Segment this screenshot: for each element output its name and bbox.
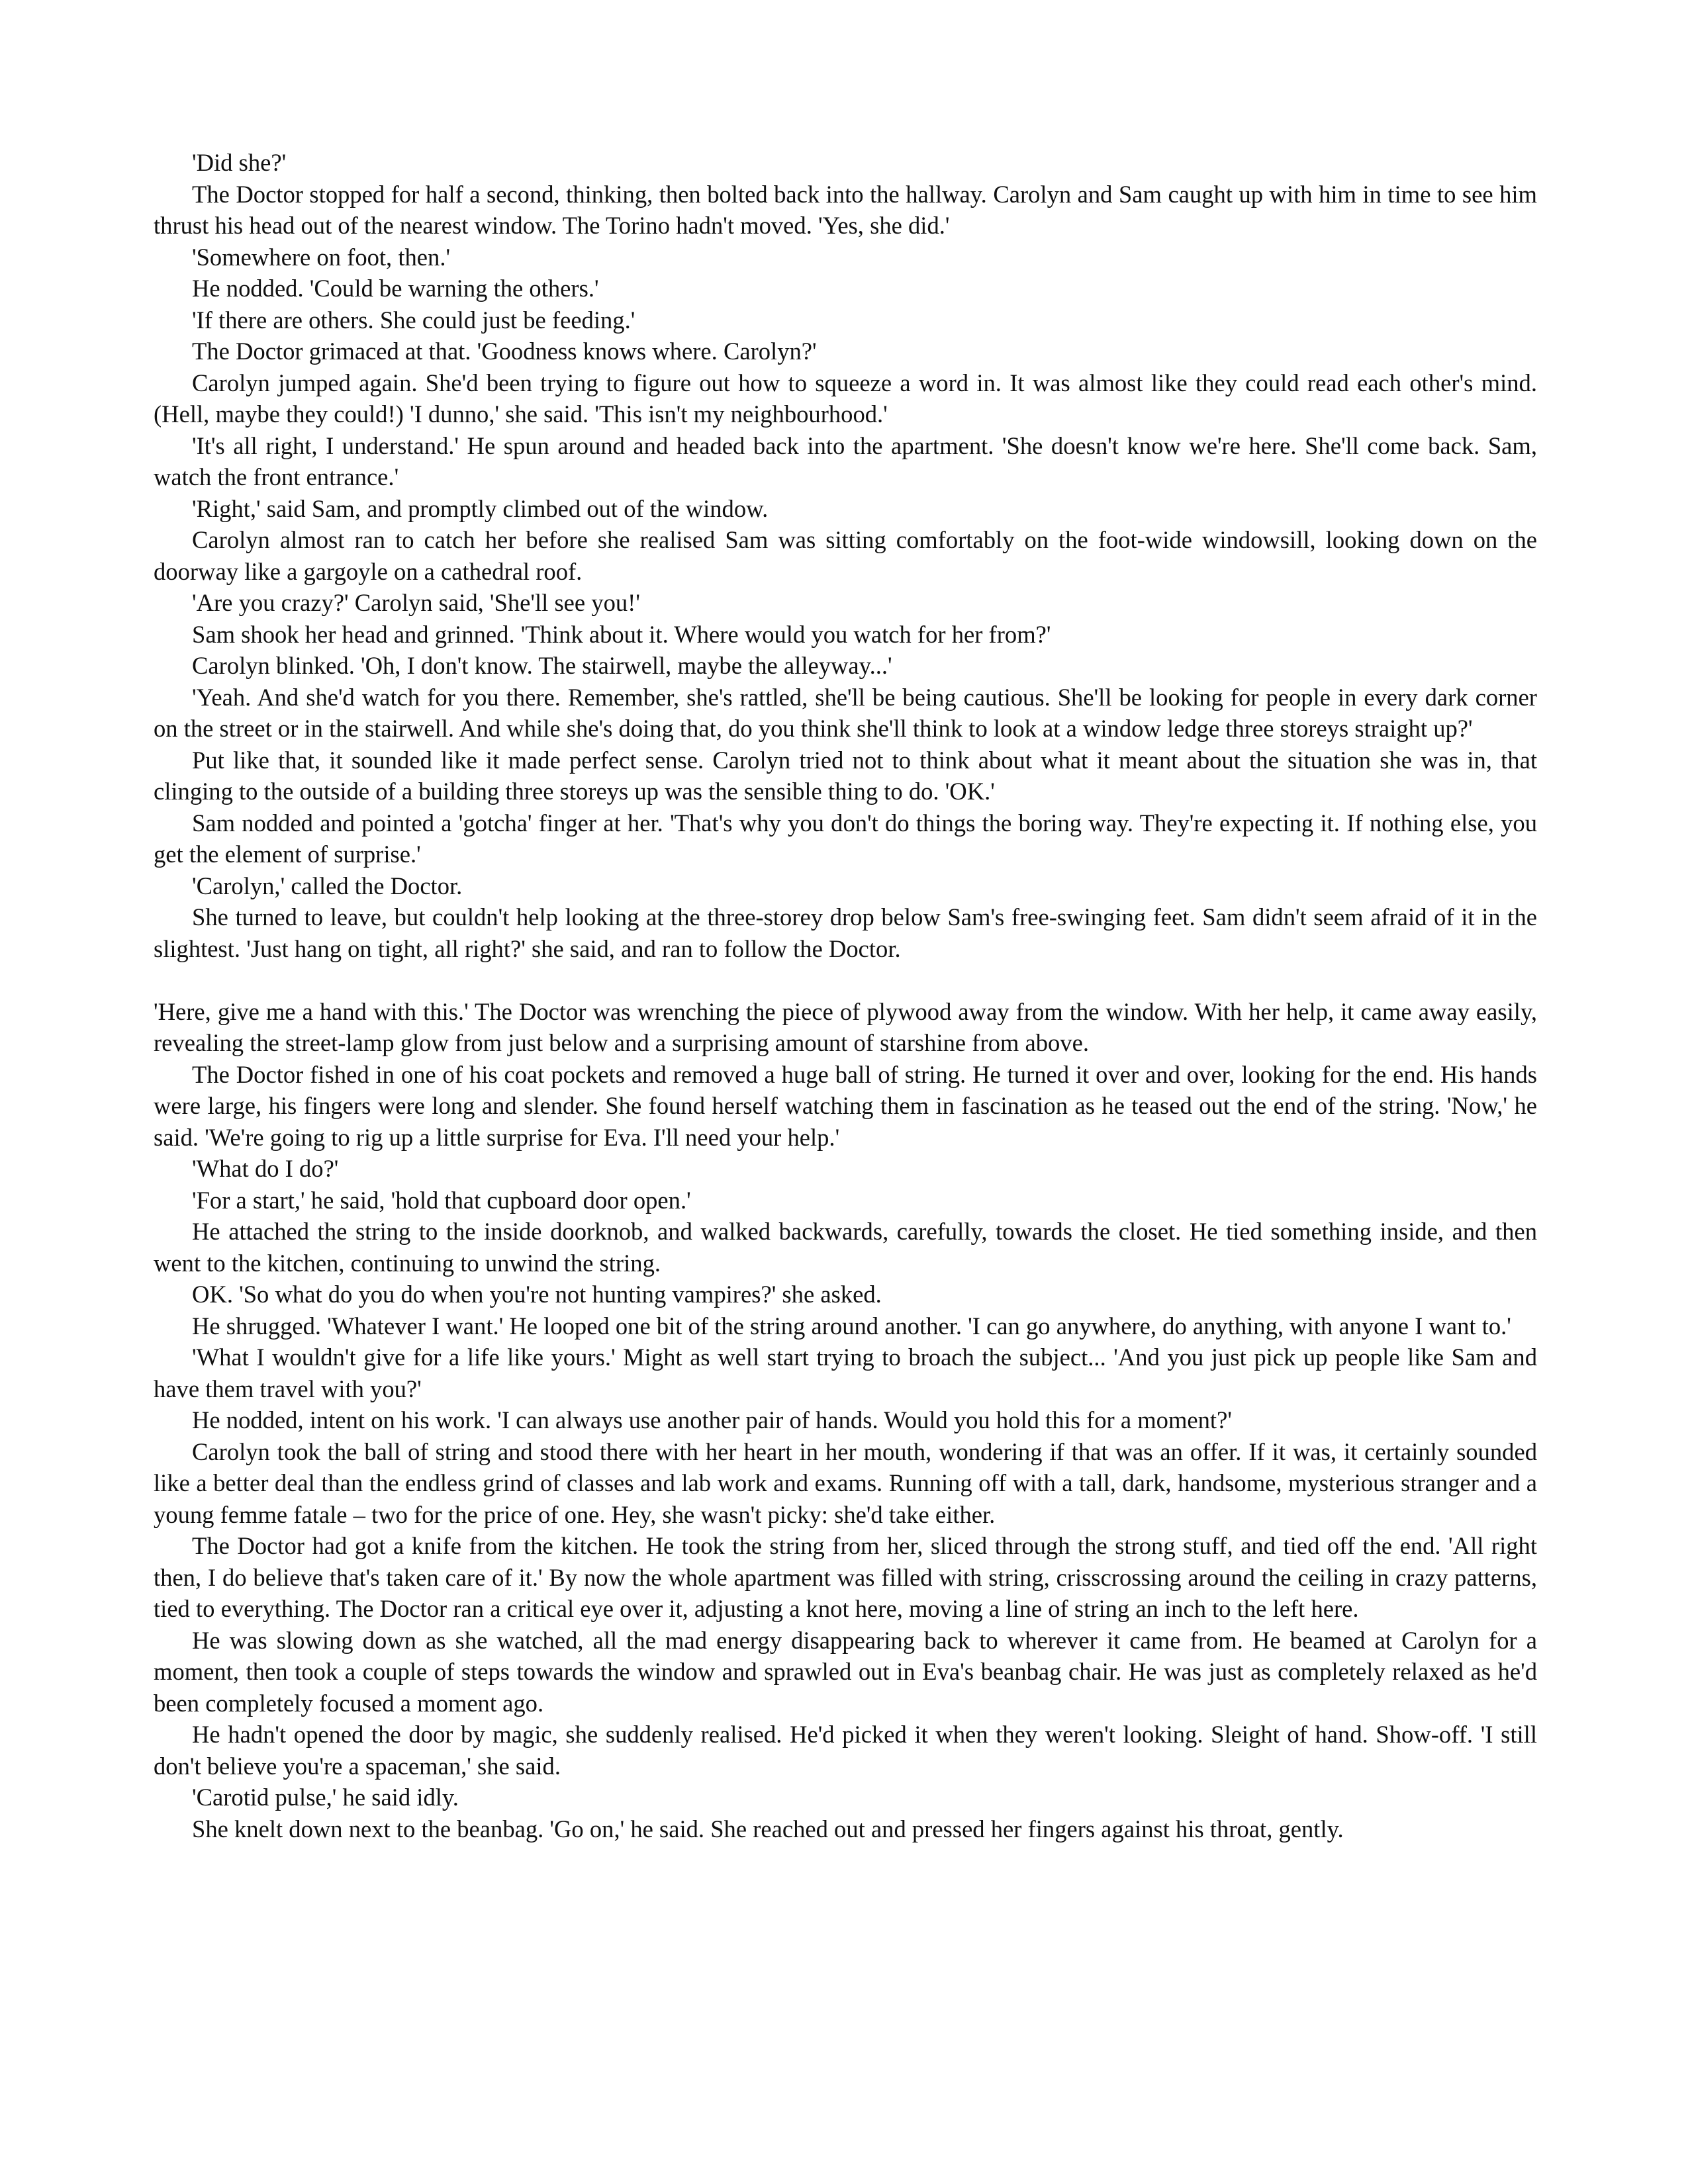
- paragraph: He shrugged. 'Whatever I want.' He looped one bit of the string around another. 'I can go anywhere, do anything, with anyone I want to.': [192, 1312, 1511, 1340]
- paragraph: The Doctor stopped for half a second, thinking, then bolted back into the hallway. Carolyn and Sam caught up with him in time to see him thrust his head out of the nearest window. The Torino hadn't moved. 'Yes, she did.': [154, 180, 1537, 239]
- paragraph: 'What do I do?': [192, 1155, 339, 1182]
- paragraph: Sam shook her head and grinned. 'Think about it. Where would you watch for her from?': [192, 620, 1051, 648]
- paragraph: Sam nodded and pointed a 'gotcha' finger at her. 'That's why you don't do things the boring way. They're expecting it. If nothing else, you get the element of surprise.': [154, 809, 1537, 868]
- paragraph: The Doctor fished in one of his coat pockets and removed a huge ball of string. He turned it over and over, looking for the end. His hands were large, his fingers were long and slender. She found herself watching them in fascination as he teased out the end of the string. 'Now,' he said. 'We're going to rig up a little surprise for Eva. I'll need your help.': [154, 1060, 1537, 1151]
- paragraph: He hadn't opened the door by magic, she suddenly realised. He'd picked it when they weren't looking. Sleight of hand. Show-off. 'I still don't believe you're a spaceman,' she said.: [154, 1721, 1537, 1780]
- page-body: [154, 147, 1537, 1844]
- paragraph: 'Did she?': [192, 149, 287, 176]
- paragraph: 'Carolyn,' called the Doctor.: [192, 872, 463, 899]
- paragraph: Put like that, it sounded like it made perfect sense. Carolyn tried not to think about what it meant about the situation she was in, that clinging to the outside of a building three storeys up was the sensible thing to do. 'OK.': [154, 746, 1537, 805]
- paragraph: Carolyn almost ran to catch her before she realised Sam was sitting comfortably on the foot-wide windowsill, looking down on the doorway like a gargoyle on a cathedral roof.: [154, 526, 1537, 585]
- paragraph: He attached the string to the inside doorknob, and walked backwards, carefully, towards the closet. He tied something inside, and then went to the kitchen, continuing to unwind the string.: [154, 1218, 1537, 1277]
- paragraph: She turned to leave, but couldn't help looking at the three-storey drop below Sam's free-swinging feet. Sam didn't seem afraid of it in the slightest. 'Just hang on tight, all right?' she said, and ran to follow the Doctor.: [154, 903, 1537, 962]
- paragraph: She knelt down next to the beanbag. 'Go on,' he said. She reached out and pressed her fingers against his throat, gently.: [192, 1815, 1344, 1843]
- paragraph: 'It's all right, I understand.' He spun around and headed back into the apartment. 'She doesn't know we're here. She'll come back. Sam, watch the front entrance.': [154, 432, 1537, 490]
- paragraph: OK. 'So what do you do when you're not hunting vampires?' she asked.: [192, 1281, 882, 1308]
- paragraph: The Doctor had got a knife from the kitchen. He took the string from her, sliced through the strong stuff, and tied off the end. 'All right then, I do believe that's taken care of it.' By now the whole apartment was filled with string, crisscrossing around the ceiling in crazy patterns, tied to everything. The Doctor ran a critical eye over it, adjusting a knot here, moving a line of string an inch to the left here.: [154, 1532, 1537, 1622]
- paragraph: The Doctor grimaced at that. 'Goodness knows where. Carolyn?': [192, 338, 817, 365]
- paragraph: 'If there are others. She could just be feeding.': [192, 306, 635, 334]
- paragraph: He nodded, intent on his work. 'I can always use another pair of hands. Would you hold this for a moment?': [192, 1406, 1232, 1433]
- paragraph: 'Right,' said Sam, and promptly climbed out of the window.: [192, 494, 769, 522]
- paragraph: 'What I wouldn't give for a life like yours.' Might as well start trying to broach the subject... 'And you just pick up people like Sam and have them travel with you?': [154, 1343, 1537, 1402]
- paragraph: 'Carotid pulse,' he said idly.: [192, 1784, 459, 1811]
- paragraph: 'Are you crazy?' Carolyn said, 'She'll see you!': [192, 589, 640, 616]
- paragraph: Carolyn jumped again. She'd been trying to figure out how to squeeze a word in. It was almost like they could read each other's mind. (Hell, maybe they could!) 'I dunno,' she said. 'This isn't my neighbourhood.': [154, 369, 1537, 428]
- paragraph: Carolyn blinked. 'Oh, I don't know. The stairwell, maybe the alleyway...': [192, 652, 892, 679]
- paragraph: 'Yeah. And she'd watch for you there. Remember, she's rattled, she'll be being cautious. She'll be looking for people in every dark corner on the street or in the stairwell. And while she's doing that, do you think she'll think to look at a window ledge three storeys straight up?': [154, 683, 1537, 742]
- paragraph: 'For a start,' he said, 'hold that cupboard door open.': [192, 1186, 691, 1214]
- section-break-paragraph: 'Here, give me a hand with this.' The Doctor was wrenching the piece of plywood away from the window. With her help, it came away easily, revealing the street-lamp glow from just below and a surprising amount of starshine from above.: [154, 997, 1537, 1056]
- paragraph: He nodded. 'Could be warning the others.': [192, 275, 599, 302]
- paragraph: 'Somewhere on foot, then.': [192, 243, 451, 271]
- paragraph: He was slowing down as she watched, all the mad energy disappearing back to wherever it came from. He beamed at Carolyn for a moment, then took a couple of steps towards the window and sprawled out in Eva's beanbag chair. He was just as completely relaxed as he'd been completely focused a moment ago.: [154, 1626, 1537, 1717]
- paragraph: Carolyn took the ball of string and stood there with her heart in her mouth, wondering if that was an offer. If it was, it certainly sounded like a better deal than the endless grind of classes and lab work and exams. Running off with a tall, dark, handsome, mysterious stranger and a young femme fatale – two for the price of one. Hey, she wasn't picky: she'd take either.: [154, 1437, 1537, 1528]
